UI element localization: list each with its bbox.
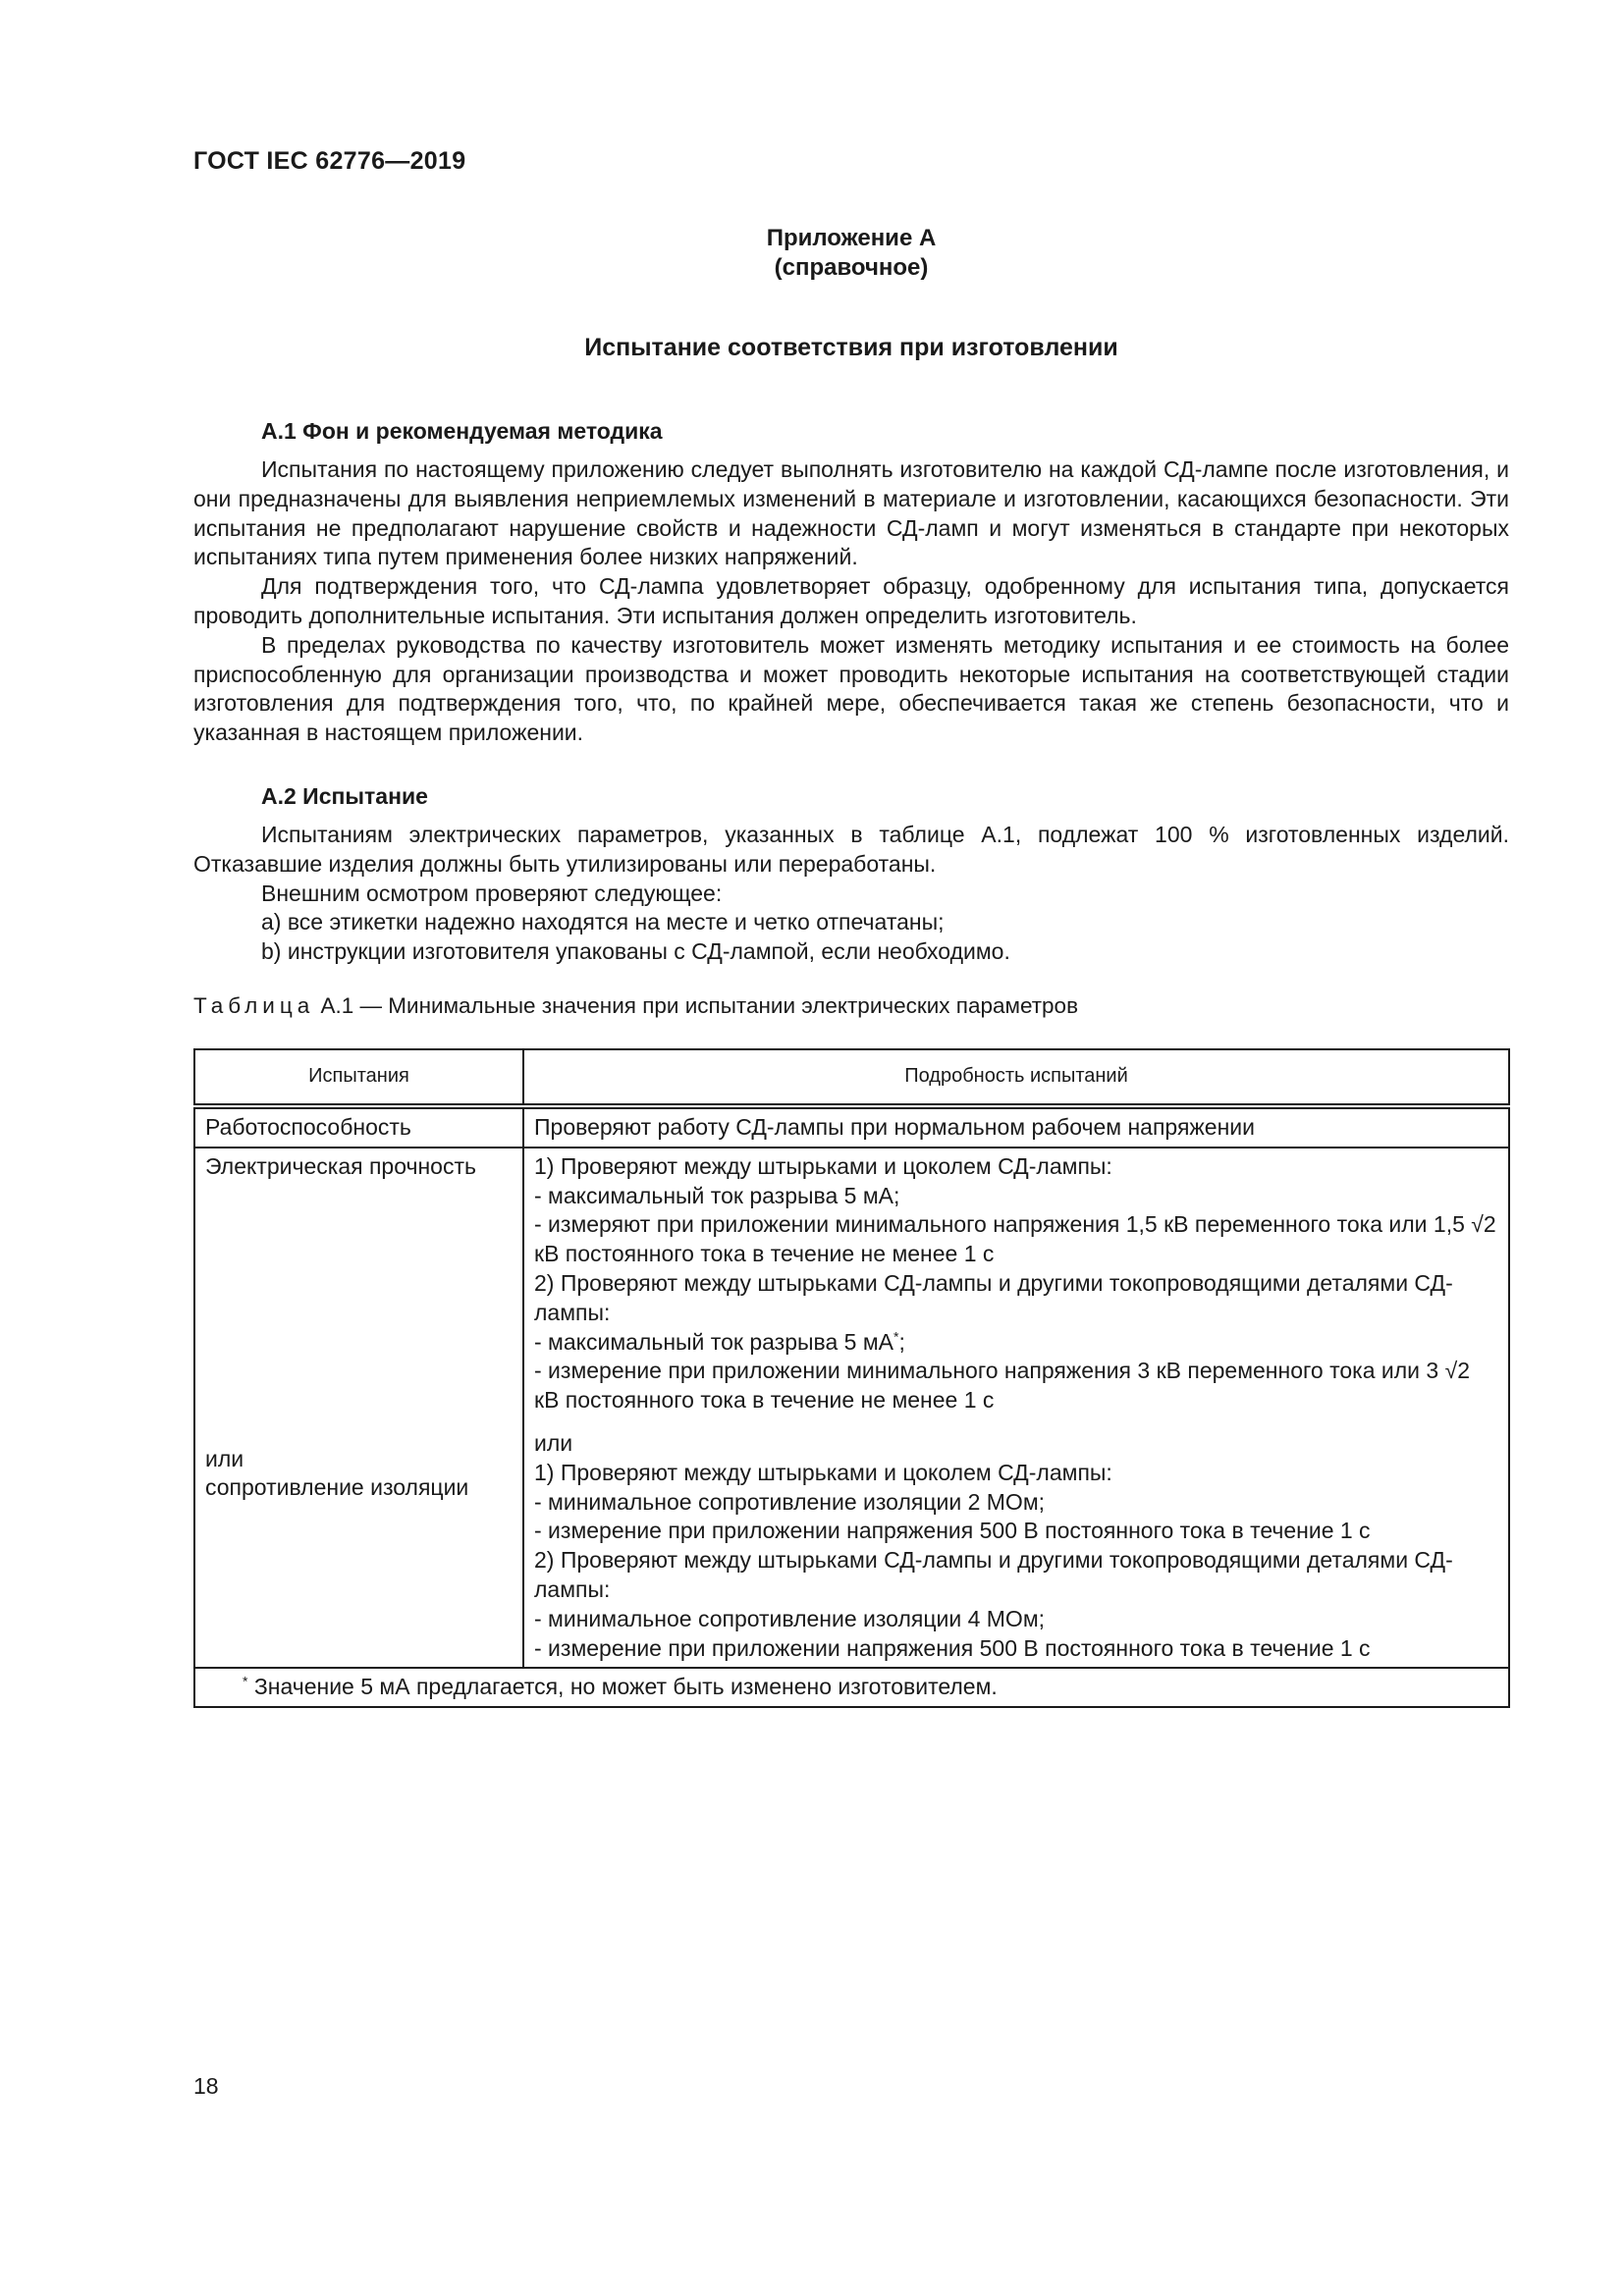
- table-header-row: [194, 1049, 1509, 1106]
- column-header-tests: Испытания: [194, 1049, 523, 1106]
- list-item: а) все этикетки надежно находятся на месте и четко отпечатаны;: [261, 909, 945, 935]
- paragraph: В пределах руководства по качеству изготовитель может изменять методику испытания и ее стоимость на более приспособленную для организации производства и может проводить некоторые испытания на соответствующей стадии изготовления для подтверждения того, что, по крайней мере, обеспечивается такая же степень безопасности, что и указанная в настоящем приложении.: [193, 631, 1509, 746]
- detail-line: 1) Проверяют между штырьками и цоколем СД-лампы:: [534, 1152, 1112, 1179]
- test-insulation-resistance: сопротивление изоляции: [205, 1474, 469, 1501]
- requirements-table: [193, 1048, 1510, 1708]
- cell-test-detail: [523, 1148, 1509, 1669]
- detail-line: - минимальное сопротивление изоляции 2 МОм;: [534, 1488, 1046, 1515]
- detail-line: - измерение при приложении напряжения 500 В постоянного тока в течение 1 с: [534, 1634, 1371, 1661]
- paragraph: Внешним осмотром проверяют следующее:: [261, 880, 723, 906]
- table-caption-text: А.1 — Минимальные значения при испытании электрических параметров: [320, 993, 1079, 1018]
- table-caption-prefix: Таблица: [193, 993, 315, 1018]
- paragraph: Испытаниям электрических параметров, указанных в таблице А.1, подлежат 100 % изготовленных изделий. Отказавшие изделия должны быть утилизированы или переработаны.: [193, 822, 1509, 877]
- detail-line: 1) Проверяют между штырьками и цоколем СД-лампы:: [534, 1459, 1112, 1485]
- test-or: или: [205, 1445, 244, 1471]
- test-dielectric-strength: Электрическая прочность: [205, 1152, 476, 1179]
- table-footnote: [194, 1668, 1509, 1707]
- detail-line: - измеряют при приложении минимального напряжения 1,5 кВ переменного тока или 1,5 √2 кВ постоянного тока в течение не менее 1 с: [534, 1211, 1496, 1267]
- section-a2-heading: А.2 Испытание: [261, 783, 428, 809]
- spacer: [205, 1182, 513, 1445]
- detail-line: 2) Проверяют между штырьками СД-лампы и другими токопроводящими деталями СД-лампы:: [534, 1547, 1453, 1602]
- detail-line: - минимальное сопротивление изоляции 4 МОм;: [534, 1605, 1046, 1631]
- paragraph: Испытания по настоящему приложению следует выполнять изготовителю на каждой СД-лампе после изготовления, и они предназначены для выявления неприемлемых изменений в материале и изготовлении, касающихся безопасности. Эти испытания не предполагают нарушение свойств и надежности СД-ламп и могут изменяться в стандарте при некоторых испытаниях типа путем применения более низких напряжений.: [193, 456, 1509, 570]
- cell-test-detail: Проверяют работу СД-лампы при нормальном рабочем напряжении: [523, 1106, 1509, 1148]
- annex-header: [193, 224, 1509, 283]
- footnote-mark: *: [893, 1327, 899, 1344]
- standard-code: ГОСТ IEC 62776—2019: [193, 147, 466, 175]
- detail-or: или: [534, 1429, 573, 1456]
- paragraph: Для подтверждения того, что СД-лампа удовлетворяет образцу, одобренному для испытания типа, допускается проводить дополнительные испытания. Эти испытания должен определить изготовитель.: [193, 573, 1509, 628]
- annex-label: Приложение А: [766, 225, 937, 251]
- footnote-mark: *: [243, 1673, 248, 1689]
- annex-type: (справочное): [774, 254, 929, 281]
- section-a2-body: [193, 821, 1509, 967]
- footnote-text: Значение 5 мА предлагается, но может быть изменено изготовителем.: [253, 1674, 998, 1700]
- list-item: b) инструкции изготовителя упакованы с СД-лампой, если необходимо.: [261, 938, 1010, 965]
- detail-line: - максимальный ток разрыва 5 мА;: [534, 1182, 900, 1208]
- detail-text-end: ;: [898, 1328, 905, 1355]
- table-caption: [193, 993, 1078, 1019]
- column-header-details: Подробность испытаний: [523, 1049, 1509, 1106]
- section-a1-heading: А.1 Фон и рекомендуемая методика: [261, 418, 663, 444]
- detail-text: - максимальный ток разрыва 5 мА: [534, 1328, 893, 1355]
- annex-title: Испытание соответствия при изготовлении: [584, 334, 1118, 361]
- detail-line: - измерение при приложении напряжения 500 В постоянного тока в течение 1 с: [534, 1518, 1371, 1544]
- detail-line: 2) Проверяют между штырьками СД-лампы и другими токопроводящими деталями СД-лампы:: [534, 1269, 1453, 1325]
- cell-test-name: Работоспособность: [194, 1106, 523, 1148]
- detail-line-with-footnote: [534, 1328, 1498, 1358]
- detail-line: - измерение при приложении минимального напряжения 3 кВ переменного тока или 3 √2 кВ постоянного тока в течение не менее 1 с: [534, 1358, 1470, 1414]
- page-number: 18: [193, 2073, 219, 2099]
- cell-test-name: [194, 1148, 523, 1669]
- table-row: [194, 1106, 1509, 1148]
- spacer: [534, 1415, 1498, 1429]
- table-footnote-row: [194, 1668, 1509, 1707]
- table-row: [194, 1148, 1509, 1669]
- section-a1-body: [193, 455, 1509, 748]
